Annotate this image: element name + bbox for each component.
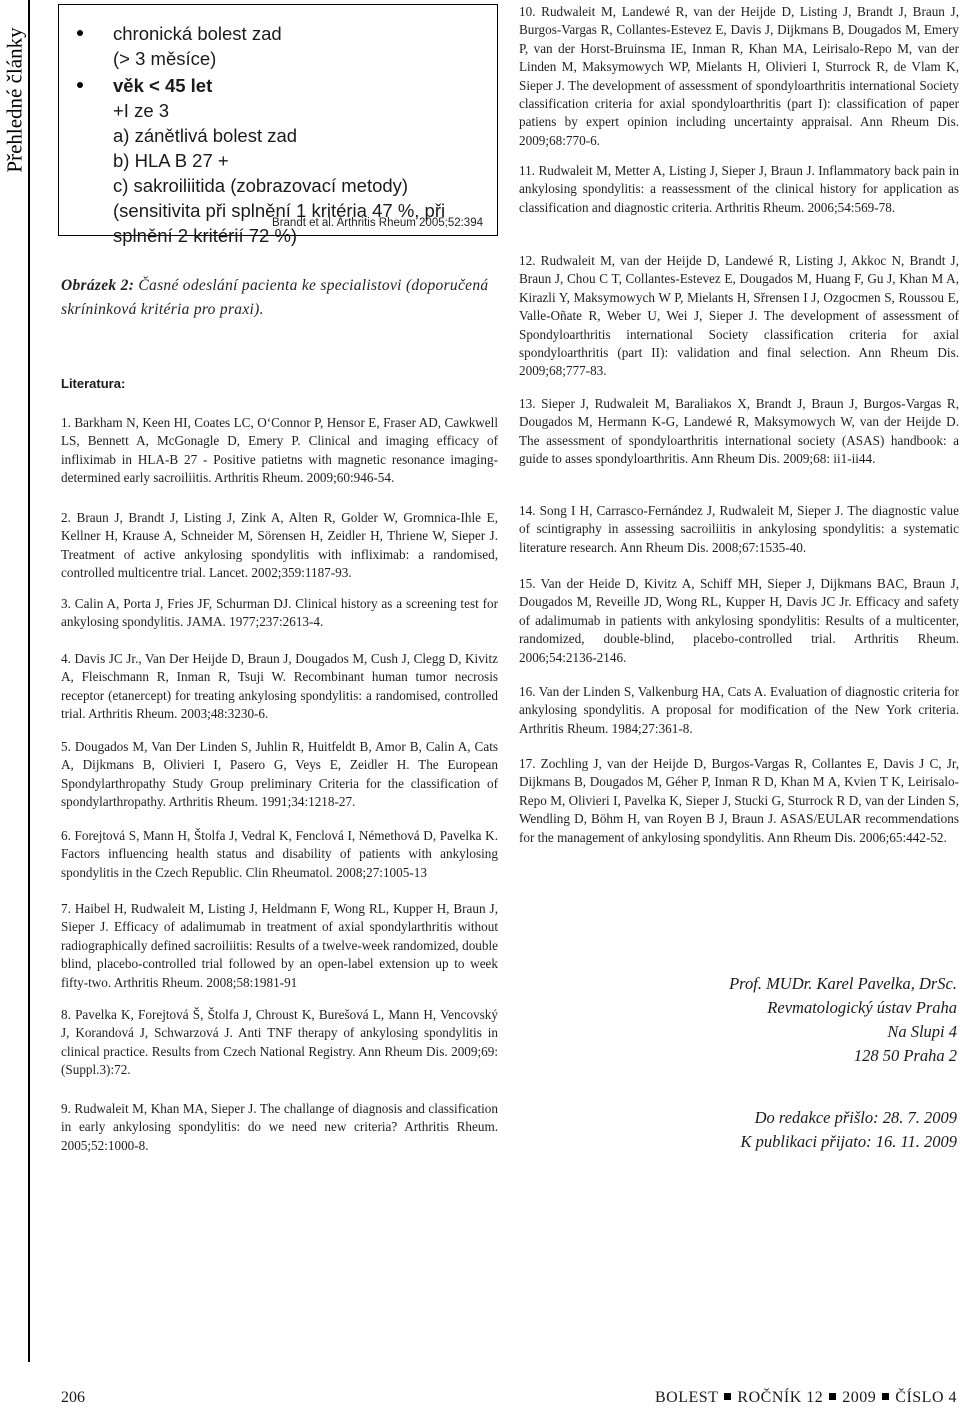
address-line: 128 50 Praha 2	[853, 1046, 957, 1065]
author-address	[729, 972, 957, 1068]
reference-item: 7. Haibel H, Rudwaleit M, Listing J, Heldmann F, Wong RL, Kupper H, Braun J, Sieper J. Efficacy of adalimumab in treatment of axial spondylarthritis without radiographically defined sacroiliitis: Results of a twelve-week randomized, double blind, placebo-controlled trial followed by an open-label extension up to week fifty-two. Arthritis Rheum. 2008;58:1981-91	[61, 901, 498, 990]
reference-item: 10. Rudwaleit M, Landewé R, van der Heijde D, Listing J, Brandt J, Braun J, Burgos-Vargas R, Collantes-Estevez E, Davis J, Dijkmans B, Dougados M, Emery P, van der Horst-Bruinsma IE, Inman R, Khan MA, Leirisalo-Repo M, van der Linden M, Maksymowych WP, Mielants H, Olivieri I, Sturrock R, de Vlam K, Sieper J. The development of assessment of spondyloarthritis international Society classification criteria for axial spondyloarthritis (part I): classification of paper patiens by expert opinion including uncertainty appraisal. Ann Rheum Dis. 2009;68:770-6.	[519, 4, 959, 148]
accepted-date: K publikaci přijato: 16. 11. 2009	[740, 1132, 957, 1151]
section-divider	[28, 0, 30, 1362]
square-separator-icon	[829, 1393, 836, 1400]
figure-box	[58, 4, 498, 246]
figure-line: splnění 2 kritérií 72 %)	[113, 225, 298, 246]
figure-line: a) zánětlivá bolest zad	[113, 125, 298, 146]
reference-item: 16. Van der Linden S, Valkenburg HA, Cats A. Evaluation of diagnostic criteria for ankylosing spondylitis. A proposal for modification of the New York criteria. Arthritis Rheum. 1984;27:361-8.	[519, 684, 959, 736]
reference-item: 6. Forejtová S, Mann H, Štolfa J, Vedral K, Fenclová I, Némethová D, Pavelka K. Factors influencing health status and disability of patients with ankylosing spondylitis in the Czech Republic. Clin Rheumatol. 2008;27:1005-13	[61, 828, 498, 880]
reference-item: 5. Dougados M, Van Der Linden S, Juhlin R, Huitfeldt B, Amor B, Calin A, Cats A, Dijkmans B, Olivieri I, Pasero G, Veys E, Zeidler H. The European Spondylarthropathy Study Group preliminary Criteria for the classification of spondylarthropathy. Arthritis Rheum. 1991;34:1218-27.	[61, 739, 498, 810]
figure-line: b) HLA B 27 +	[113, 150, 229, 171]
section-tab	[0, 0, 30, 1362]
journal-volume: ROČNÍK 12	[737, 1389, 824, 1406]
reference-item: 3. Calin A, Porta J, Fries JF, Schurman DJ. Clinical history as a screening test for ankylosing spondylitis. JAMA. 1977;237:2613-4.	[61, 596, 498, 630]
figure-line: +I ze 3	[113, 100, 170, 121]
caption-label: Obrázek 2:	[61, 277, 135, 294]
square-separator-icon	[724, 1393, 731, 1400]
figure-line: (sensitivita při splnění 1 kritéria 47 %, při	[113, 200, 446, 221]
reference-item: 4. Davis JC Jr., Van Der Heijde D, Braun J, Dougados M, Cush J, Clegg D, Kivitz A, Fleischmann R, Inman R, Tsuji W. Recombinant human tumor necrosis receptor (etanercept) for treating ankylosing spondylitis: a randomised, controlled trial. Arthritis Rheum. 2003;48:3230-6.	[61, 651, 498, 722]
figure-caption	[61, 274, 501, 322]
reference-item: 2. Braun J, Brandt J, Listing J, Zink A, Alten R, Golder W, Gromnica-Ihle E, Kellner H, Krause A, Schneider M, Sörensen H, Zeidler H, Thriene W, Sieper J. Treatment of active ankylosing spondylitis with infliximab: a randomised, controlled multicentre trial. Lancet. 2002;359:1187-93.	[61, 510, 498, 581]
section-tab-label: Přehledné články	[2, 27, 27, 173]
reference-item: 11. Rudwaleit M, Metter A, Listing J, Sieper J, Braun J. Inflammatory back pain in ankylosing spondylitis: a reassessment of the clinical history for application as classification and diagnostic criteria. Arthritis Rheum. 2006;54:569-78.	[519, 163, 959, 215]
page-number: 206	[61, 1389, 85, 1406]
bullet-icon	[77, 30, 83, 36]
reference-item: 17. Zochling J, van der Heijde D, Burgos-Vargas R, Collantes E, Davis J C, Jr, Dijkmans B, Dougados M, Géher P, Inman R D, Khan M A, Kvien T K, Leirisalo-Repo M, Olivieri I, Pavelka K, Sieper J, Stucki G, Sturrock R D, van der Linden S, Wendling D, Böhm H, van Royen B J, Braun J. ASAS/EULAR recommendations for the management of ankylosing spondylitis. Ann Rheum Dis. 2006;65:442-52.	[519, 756, 959, 845]
reference-item: 14. Song I H, Carrasco-Fernández J, Rudwaleit M, Sieper J. The diagnostic value of scintigraphy in assessing sacroiliitis in ankylosing spondylitis: a systematic literature research. Ann Rheum Dis. 2008;67:1535-40.	[519, 503, 959, 555]
journal-issue: ČÍSLO 4	[895, 1389, 957, 1406]
reference-item: 9. Rudwaleit M, Khan MA, Sieper J. The challange of diagnosis and classification in early ankylosing spondylitis: do we need new criteria? Arthritis Rheum. 2005;52:1000-8.	[61, 1101, 498, 1153]
submission-dates	[741, 1106, 957, 1154]
journal-year: 2009	[842, 1389, 877, 1406]
reference-item: 8. Pavelka K, Forejtová Š, Štolfa J, Chroust K, Burešová L, Mann H, Vencovský J, Korandová J, Schwarzová J. Anti TNF therapy of ankylosing spondylitis in clinical practice. Results from Czech National Registry. Ann Rheum Dis. 2009;69:(Suppl.3):72.	[61, 1007, 498, 1078]
address-line: Revmatologický ústav Praha	[767, 998, 957, 1017]
received-date: Do redakce přišlo: 28. 7. 2009	[754, 1108, 957, 1127]
reference-item: 12. Rudwaleit M, van der Heijde D, Landewé R, Listing J, Akkoc N, Brandt J, Braun J, Chou C T, Collantes-Estevez E, Dougados M, Huang F, Gu J, Khan M A, Kirazli Y, Maksymowych W P, Mielants H, Sřrensen I J, Ozgocmen S, Roussou E, Valle-Oñate R, Weber U, Wei J, Sieper J. The development of assessment of Spondyloarthritis international Society classification criteria for axial spondyloarthritis (part II): validation and final selection. Ann Rheum Dis. 2009;68;777-83.	[519, 253, 959, 379]
address-line: Prof. MUDr. Karel Pavelka, DrSc.	[729, 974, 957, 993]
figure-source: Brandt et al. Arthritis Rheum 2005;52:394	[272, 217, 483, 229]
caption-text: Časné odeslání pacienta ke specialistovi (doporučená skríninková kritéria pro praxi).	[61, 277, 489, 318]
address-line: Na Slupi 4	[887, 1022, 957, 1041]
figure-line: (> 3 měsíce)	[113, 48, 217, 69]
bullet-icon	[77, 82, 83, 88]
reference-item: 15. Van der Heide D, Kivitz A, Schiff MH, Sieper J, Dijkmans BAC, Braun J, Dougados M, Reveille JD, Wong RL, Kupper H, Davis JC Jr. Efficacy and safety of adalimumab in patients with ankylosing spondylitis: Results of a multicenter, randomized, double-blind, placebo-controlled trial. Arthritis Rheum. 2006;54:2136-2146.	[519, 576, 959, 665]
reference-item: 13. Sieper J, Rudwaleit M, Baraliakos X, Brandt J, Braun J, Burgos-Vargas R, Dougados M, Hermann K-G, Landewé R, Maksymowych W, van der Heijde D. The assessment of spondyloarthritis international society (ASAS) handbook: a guide to asses spondyloarthritis. Ann Rheum Dis. 2009;68: ii1-ii44.	[519, 396, 959, 467]
reference-item: 1. Barkham N, Keen HI, Coates LC, O‘Connor P, Hensor E, Fraser AD, Cawkwell LS, Bennett A, McGonagle D, Emery P. Clinical and imaging efficacy of infliximab in HLA-B 27 - Positive patietns with magnetic resonance imaging-determined early sacroiliitis. Arthritis Rheum. 2009;60:946-54.	[61, 415, 498, 486]
figure-line: c) sakroiliitida (zobrazovací metody)	[113, 175, 409, 196]
journal-footer	[655, 1389, 957, 1407]
figure-line: věk < 45 let	[113, 75, 213, 96]
figure-line: chronická bolest zad	[113, 23, 282, 44]
square-separator-icon	[882, 1393, 889, 1400]
journal-name: BOLEST	[654, 1389, 719, 1406]
literature-heading: Literatura:	[61, 376, 126, 391]
